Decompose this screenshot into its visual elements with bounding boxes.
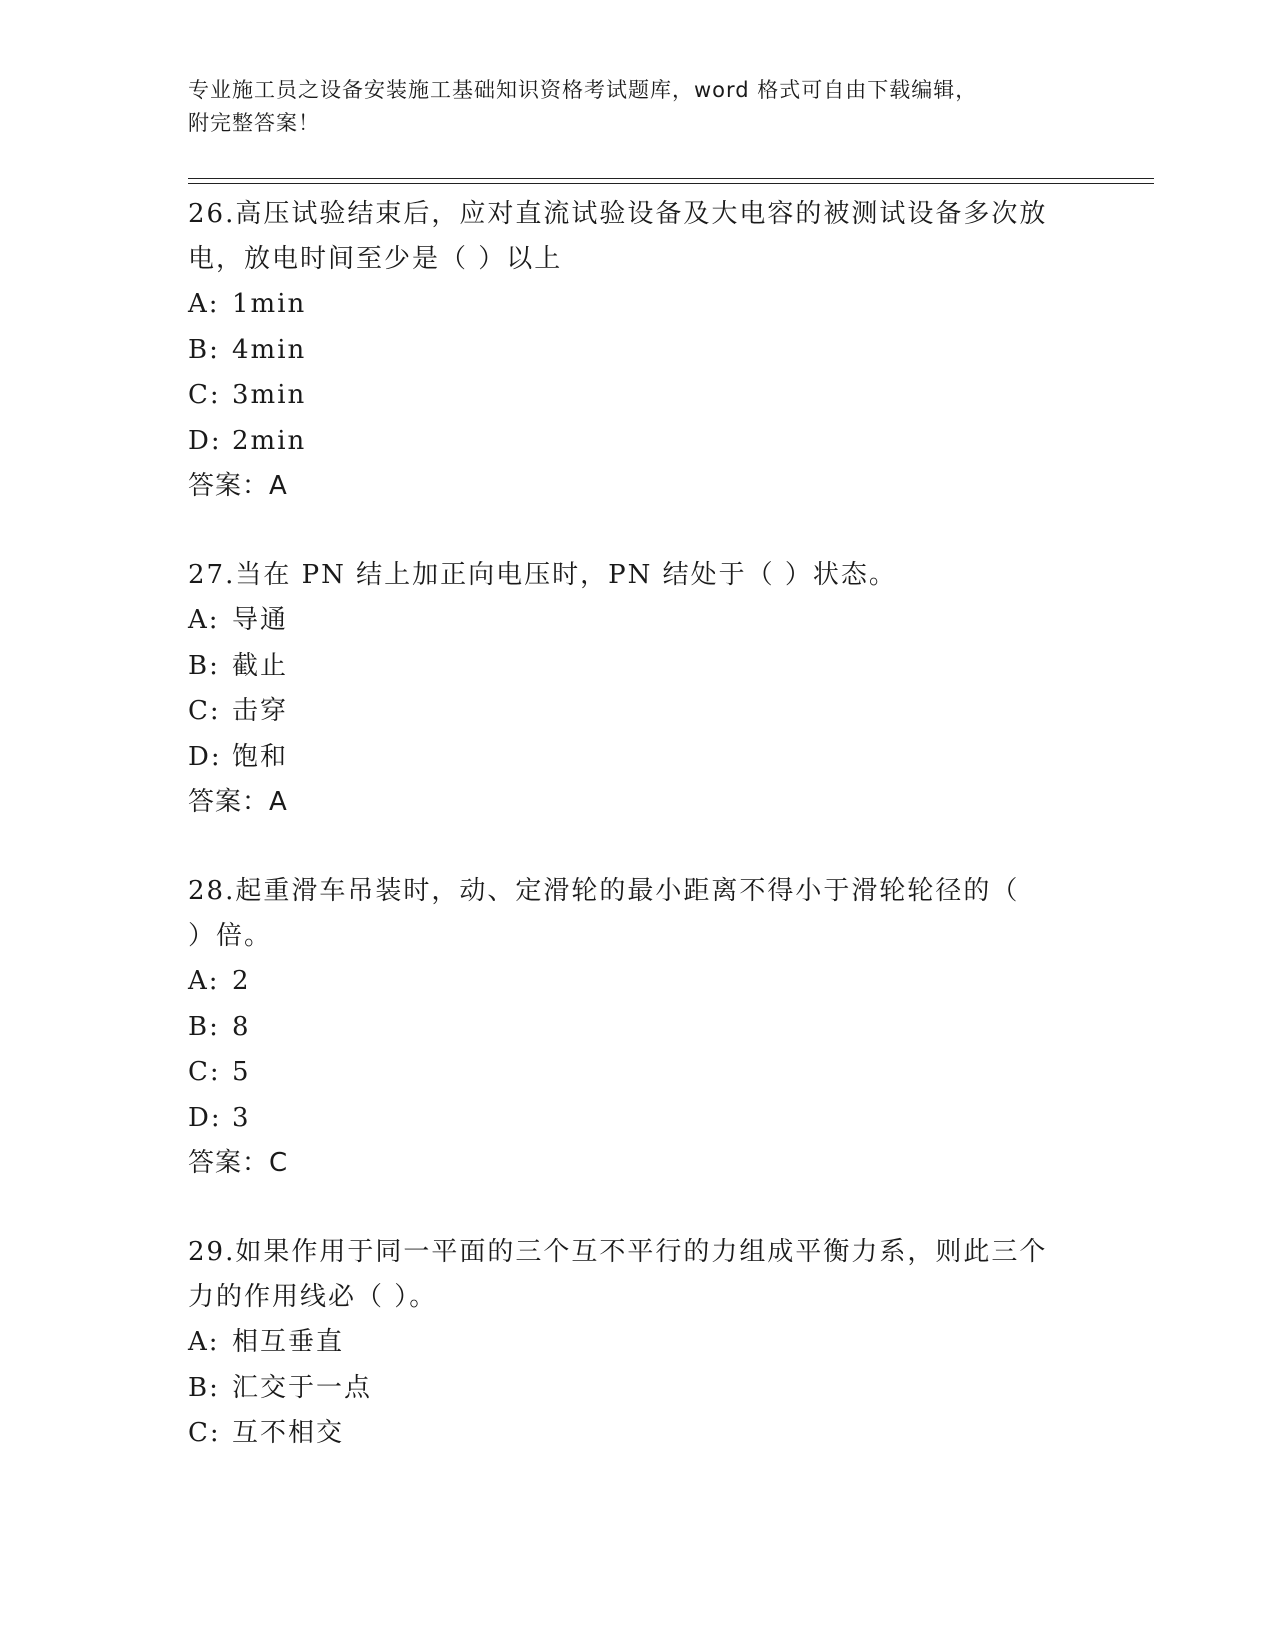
option-letter: B: (188, 1011, 220, 1042)
answer-option (188, 1005, 1088, 1051)
option-letter: C: (188, 380, 221, 410)
option-text: 2 (232, 966, 251, 996)
option-letter: A: (188, 605, 220, 635)
answer-option (188, 328, 1088, 374)
option-text: 3 (232, 1102, 251, 1133)
option-letter: B: (188, 334, 220, 365)
question-text: 29.如果作用于同一平面的三个互不平行的力组成平衡力系，则此三个 (188, 1237, 1048, 1267)
answer-option (188, 1411, 1088, 1457)
answer-option (188, 1050, 1088, 1096)
option-letter: A: (188, 289, 220, 319)
option-text: 截止 (232, 650, 289, 681)
question-block (188, 869, 1088, 1186)
answer-option (188, 689, 1088, 735)
header-divider-top (188, 178, 1154, 179)
answer-option (188, 735, 1088, 781)
question-text: 电，放电时间至少是（ ）以上 (188, 244, 563, 274)
option-text: 击穿 (232, 696, 289, 726)
question-list (188, 192, 1088, 1501)
answer-option (188, 282, 1088, 328)
option-letter: C: (188, 1418, 221, 1448)
answer-option (188, 959, 1088, 1005)
option-letter: B: (188, 650, 220, 681)
answer-option (188, 598, 1088, 644)
answer-key: 答案：C (188, 1148, 289, 1178)
option-letter: D: (188, 741, 222, 772)
option-text: 饱和 (232, 741, 289, 772)
option-text: 互不相交 (232, 1418, 345, 1448)
option-letter: A: (188, 966, 220, 996)
option-letter: C: (188, 696, 221, 726)
option-letter: A: (188, 1327, 220, 1357)
answer-option (188, 644, 1088, 690)
answer-option (188, 373, 1088, 419)
question-text: 28.起重滑车吊装时，动、定滑轮的最小距离不得小于滑轮轮径的（ (188, 876, 1020, 906)
header-line-1: 专业施工员之设备安装施工基础知识资格考试题库，word 格式可自由下载编辑， (188, 78, 978, 102)
question-text: ）倍。 (188, 921, 273, 951)
header-divider-bottom (188, 183, 1154, 184)
answer-key: 答案：A (188, 471, 288, 501)
answer-option (188, 1320, 1088, 1366)
option-text: 相互垂直 (232, 1327, 345, 1357)
option-text: 5 (232, 1057, 251, 1087)
answer-option (188, 1096, 1088, 1142)
answer-key: 答案：A (188, 787, 288, 817)
option-text: 2min (232, 425, 307, 456)
option-letter: C: (188, 1057, 221, 1087)
option-text: 3min (232, 380, 307, 410)
option-text: 导通 (232, 605, 289, 635)
option-text: 1min (232, 289, 307, 319)
answer-option (188, 1366, 1088, 1412)
question-text: 力的作用线必（ ）。 (188, 1282, 438, 1312)
option-letter: D: (188, 1102, 222, 1133)
question-text: 26.高压试验结束后，应对直流试验设备及大电容的被测试设备多次放 (188, 199, 1048, 229)
question-block (188, 553, 1088, 825)
document-header (188, 74, 1088, 140)
option-letter: B: (188, 1372, 220, 1403)
option-text: 4min (232, 334, 307, 365)
question-text: 27.当在 PN 结上加正向电压时，PN 结处于（ ）状态。 (188, 560, 897, 590)
answer-option (188, 419, 1088, 465)
question-block (188, 1230, 1088, 1457)
header-line-2: 附完整答案！ (188, 111, 320, 135)
option-text: 汇交于一点 (232, 1372, 373, 1403)
question-block (188, 192, 1088, 509)
option-text: 8 (232, 1011, 251, 1042)
option-letter: D: (188, 425, 222, 456)
